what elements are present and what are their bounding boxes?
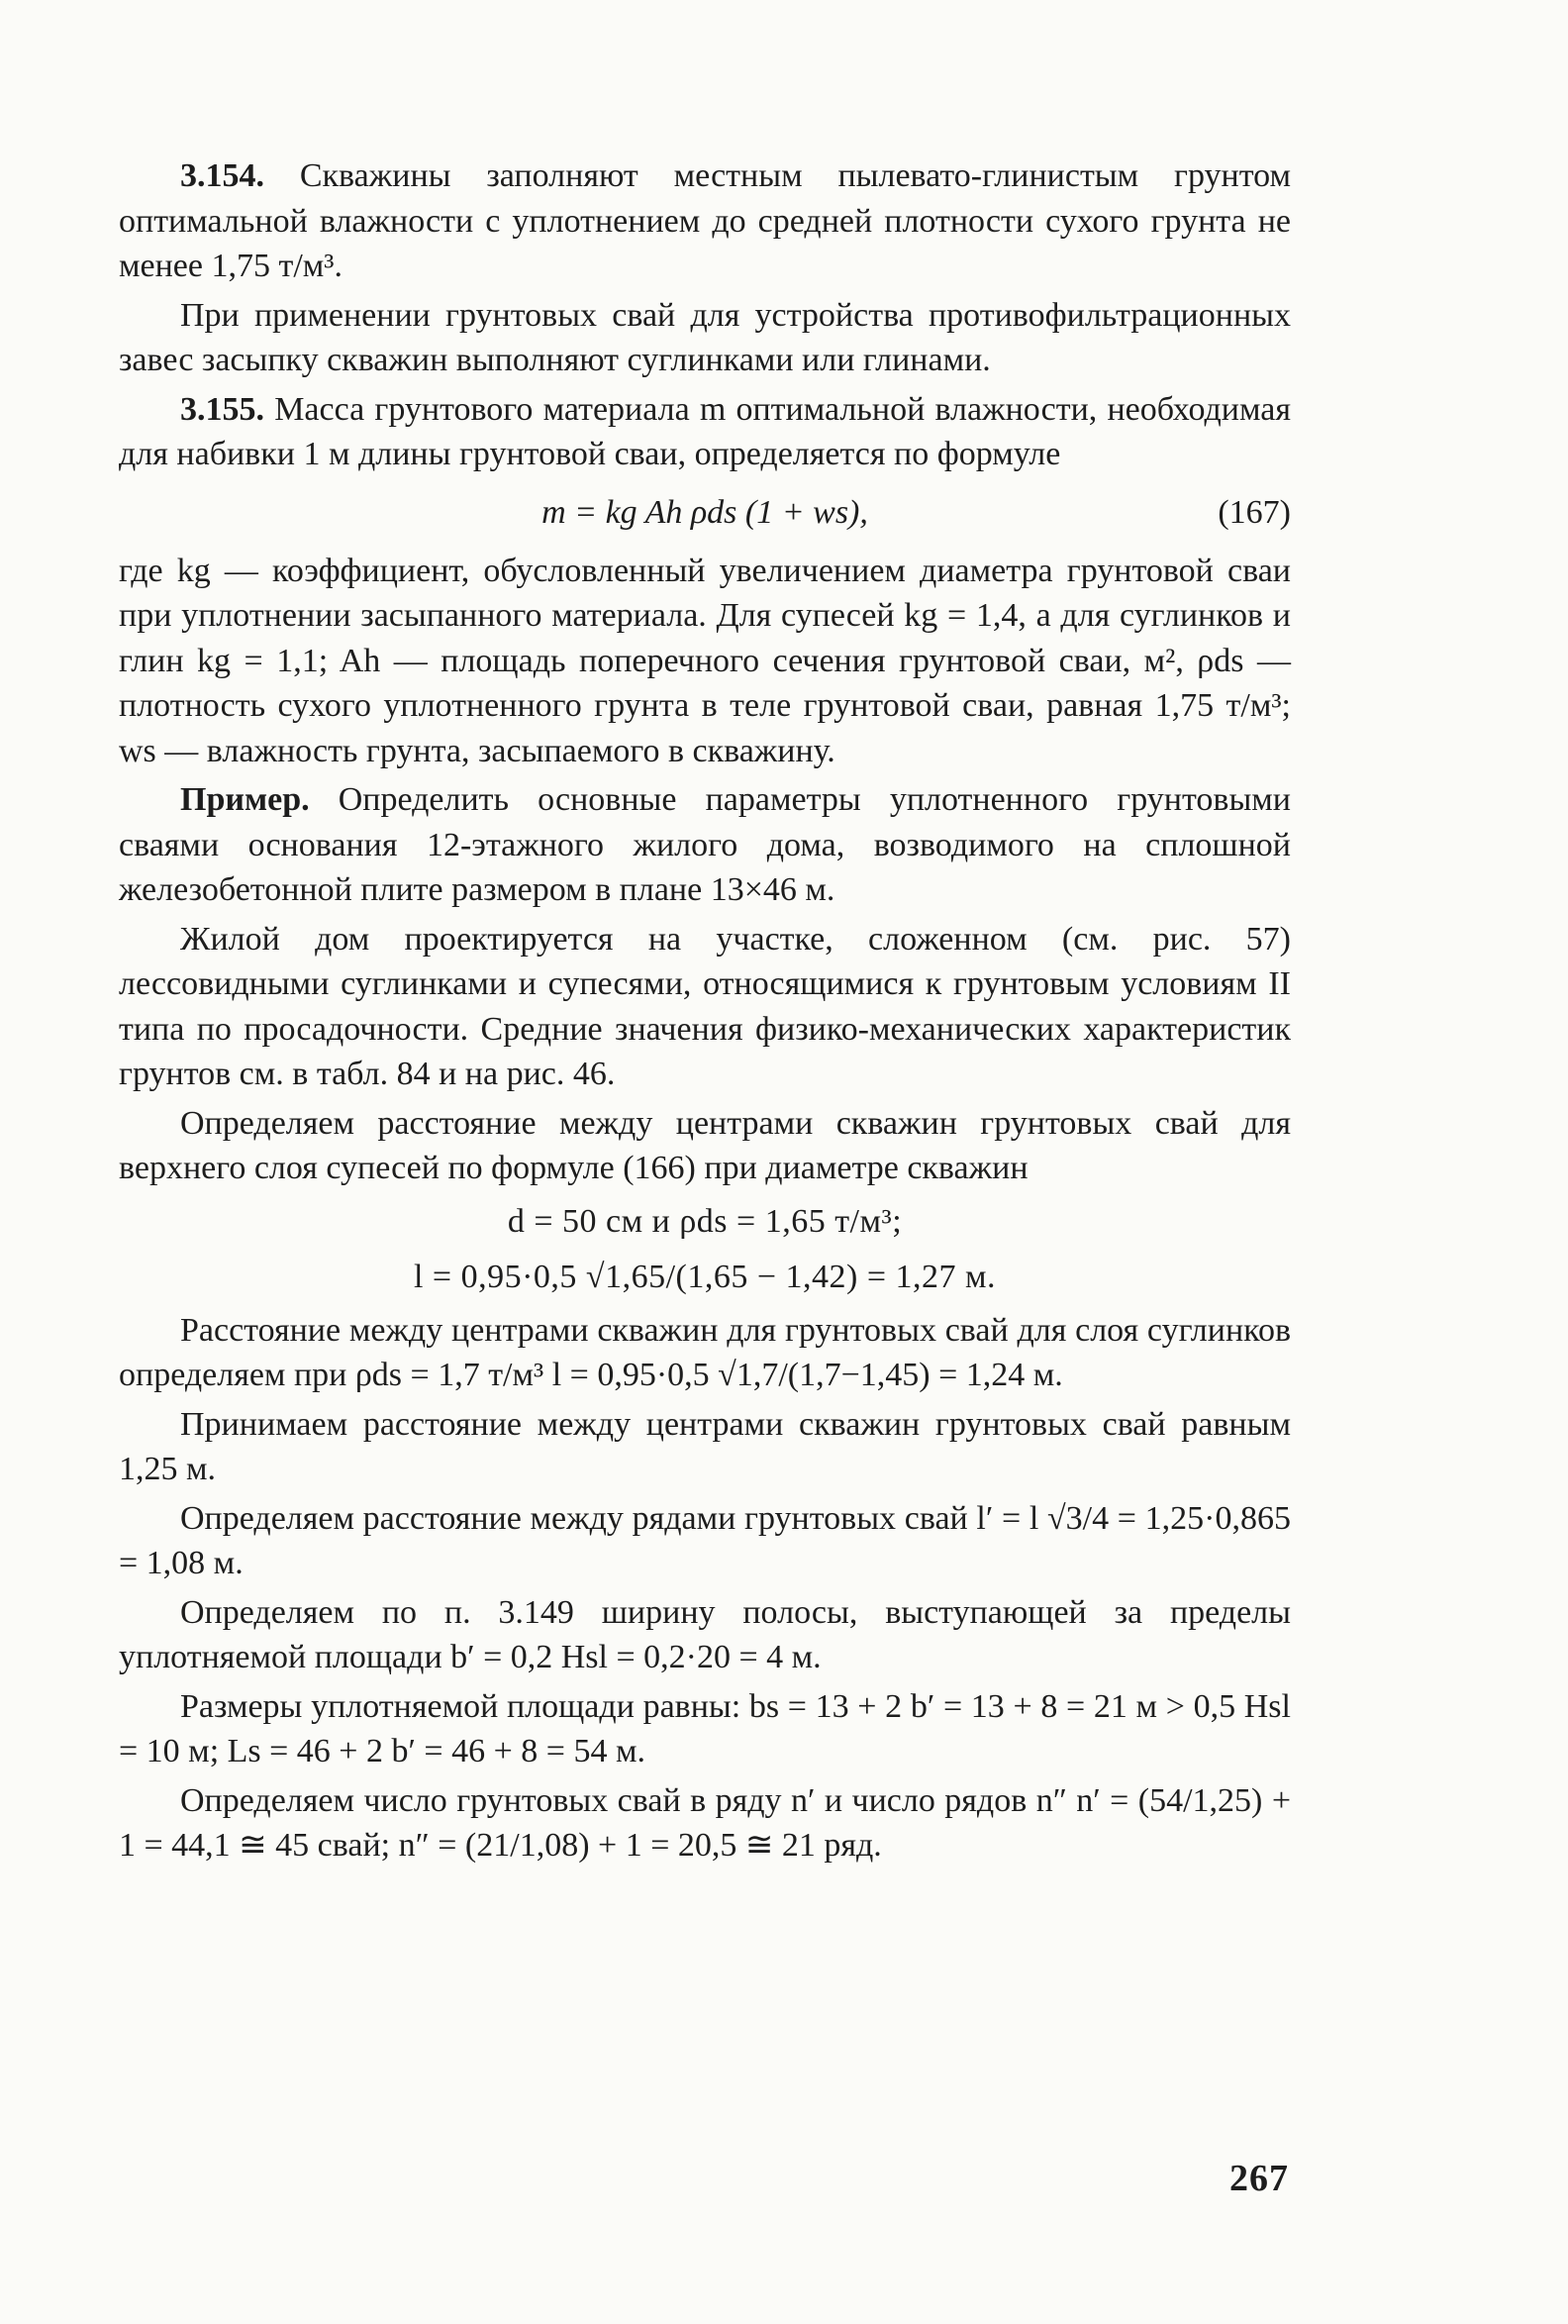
formula-spacing-upper xyxy=(119,1253,1291,1302)
paragraph-3-154 xyxy=(119,153,1291,289)
equation-number: (167) xyxy=(1218,493,1291,531)
paragraph-accepted-spacing xyxy=(119,1402,1291,1492)
example-lead: Пример. xyxy=(180,781,310,818)
paragraph-row-spacing xyxy=(119,1496,1291,1586)
formula-167 xyxy=(119,487,1291,539)
paragraph-text: Определить основные параметры уплотненного грунтовыми сваями основания 12-этажного жилого дома, возводимого на сплошной железобетонной плите размером в плане 13×46 м. xyxy=(119,781,1291,908)
paragraph-text: Скважины заполняют местным пылевато-глинистым грунтом оптимальной влажности с уплотнением до средней плотности сухого грунта не менее 1,75 т/м³. xyxy=(119,157,1291,284)
paragraph-text: Жилой дом проектируется на участке, сложенном (см. рис. 57) лессовидными суглинками и супесями, относящимися к грунтовым условиям II типа по просадочности. Средние значения физико-механических характеристик грунтов см. в табл. 84 и на рис. 46. xyxy=(119,920,1291,1092)
paragraph-spacing-loam xyxy=(119,1308,1291,1398)
formula-text: m = kg Ah ρds (1 + ws), xyxy=(541,493,868,531)
paragraph-text: Масса грунтового материала m оптимальной влажности, необходимая для набивки 1 м длины грунтовой сваи, определяется по формуле xyxy=(119,390,1291,472)
section-number: 3.154. xyxy=(180,157,264,194)
paragraph-spacing-upper xyxy=(119,1101,1291,1191)
paragraph-area-size xyxy=(119,1684,1291,1774)
formula-diameter xyxy=(119,1197,1291,1247)
paragraph-where xyxy=(119,549,1291,774)
paragraph-text: Определяем по п. 3.149 ширину полосы, выступающей за пределы уплотняемой площади b′ = 0,2 Hsl = 0,2·20 = 4 м. xyxy=(119,1593,1291,1675)
paragraph-text: Размеры уплотняемой площади равны: bs = 13 + 2 b′ = 13 + 8 = 21 м > 0,5 Hsl = 10 м; Ls = 46 + 2 b′ = 46 + 8 = 54 м. xyxy=(119,1687,1291,1769)
paragraph-text: где kg — коэффициент, обусловленный увеличением диаметра грунтовой сваи при уплотнении засыпанного материала. Для супесей kg = 1,4, а для суглинков и глин kg = 1,1; Ah — площадь поперечного сечения грунтовой сваи, м², ρds — плотность сухого уплотненного грунта в теле грунтовой сваи, равная 1,75 т/м³; ws — влажность грунта, засыпаемого в скважину. xyxy=(119,552,1291,769)
formula-text: d = 50 см и ρds = 1,65 т/м³; xyxy=(507,1202,903,1240)
formula-text: l = 0,95·0,5 √1,65/(1,65 − 1,42) = 1,27 м. xyxy=(413,1258,997,1295)
paragraph-text: Принимаем расстояние между центрами скважин грунтовых свай равным 1,25 м. xyxy=(119,1405,1291,1487)
page-number: 267 xyxy=(1229,2158,1289,2199)
paragraph-text: При применении грунтовых свай для устройства противофильтрационных завес засыпку скважин выполняют суглинками или глинами. xyxy=(119,296,1291,378)
paragraph-site xyxy=(119,917,1291,1097)
paragraph-text: Определяем расстояние между центрами скважин грунтовых свай для верхнего слоя супесей по формуле (166) при диаметре скважин xyxy=(119,1104,1291,1186)
paragraph-strip-width xyxy=(119,1590,1291,1680)
section-number: 3.155. xyxy=(180,390,264,428)
paragraph-pile-count xyxy=(119,1778,1291,1869)
paragraph-3-155 xyxy=(119,387,1291,477)
paragraph-curtains xyxy=(119,293,1291,383)
paragraph-text: Определяем расстояние между рядами грунтовых свай l′ = l √3/4 = 1,25·0,865 = 1,08 м. xyxy=(119,1499,1291,1581)
paragraph-text: Определяем число грунтовых свай в ряду n′ и число рядов n″ n′ = (54/1,25) + 1 = 44,1 ≅ 45 свай; n″ = (21/1,08) + 1 = 20,5 ≅ 21 ряд. xyxy=(119,1781,1291,1864)
paragraph-example xyxy=(119,777,1291,913)
paragraph-text: Расстояние между центрами скважин для грунтовых свай для слоя суглинков определяем при ρds = 1,7 т/м³ l = 0,95·0,5 √1,7/(1,7−1,45) = 1,24 м. xyxy=(119,1311,1291,1393)
